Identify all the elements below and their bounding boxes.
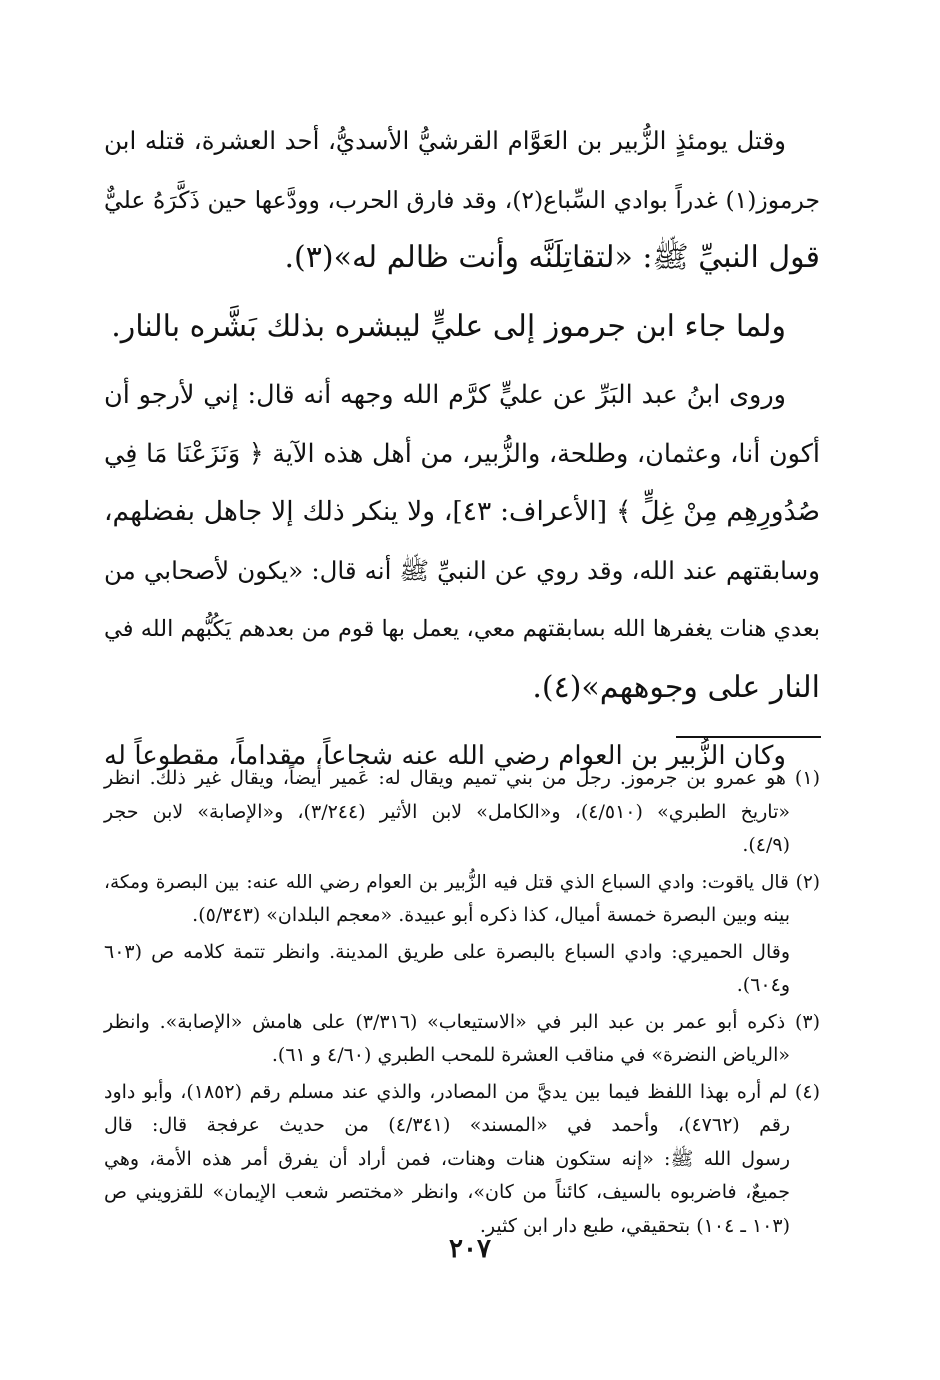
text-line: ولما جاء ابن جرموز إلى عليٍّ ليبشره بذلك بَشَّره بالنار. xyxy=(111,308,786,344)
footnote-separator xyxy=(676,736,821,738)
footnote-line: (٤/٩). xyxy=(742,834,790,856)
text-line: وسابقتهم عند الله، وقد روي عن النبيِّ ﷺ أنه قال: «يكون لأصحابي من xyxy=(104,555,820,585)
footnote-4 xyxy=(104,1076,820,1244)
footnote-line: (١) هو عمرو بن جرموز. رجل من بني تميم ويقال له: عَمير أيضاً، ويقال غير ذلك. انظر xyxy=(104,767,820,789)
paragraph-2 xyxy=(104,298,820,357)
footnote-line: (٤) لم أره بهذا اللفظ فيما بين يديَّ من المصادر، والذي عند مسلم رقم (١٨٥٢)، وأبو داود xyxy=(104,1080,820,1103)
footnote-line: (٣) ذكره أبو عمر بن عبد البر في «الاستيعاب» (٣/٣١٦) على هامش «الإصابة». وانظر xyxy=(104,1010,821,1033)
footnote-3 xyxy=(104,1006,820,1073)
text-line: وقتل يومئذٍ الزُّبير بن العَوَّام القرشيُّ الأسديُّ، أحد العشرة، قتله ابن xyxy=(104,126,786,155)
footnote-line: رسول الله ﷺ: «إنه ستكون هنات وهنات، فمن أراد أن يفرق أمر هذه الأمة، وهي xyxy=(104,1147,790,1170)
footnote-line: بينه وبين البصرة خمسة أميال، كذا ذكره أبو عبيدة. «معجم البلدان» (٥/٣٤٣). xyxy=(192,904,790,926)
footnote-line: جميعٌ، فاضربوه بالسيف، كائناً من كان»، وانظر «مختصر شعب الإيمان» للقزويني ص xyxy=(104,1181,790,1203)
text-line: وكان الزُّبير بن العوام رضي الله عنه شجاعاً، مقداماً، مقطوعاً له xyxy=(104,741,786,771)
footnote-line: وقال الحميري: وادي السباع بالبصرة على طريق المدينة. وانظر تتمة كلامه ص (٦٠٣ xyxy=(104,940,790,963)
footnote-1 xyxy=(104,762,820,863)
footnote-line: «تاريخ الطبري» (٤/٥١٠)، و«الكامل» لابن الأثير (٣/٢٤٤)، و«الإصابة» لابن حجر xyxy=(104,800,790,823)
footnote-line: «الرياض النضرة» في مناقب العشرة للمحب الطبري (٤/٦٠ و ٦١). xyxy=(271,1044,790,1066)
main-text xyxy=(104,112,820,786)
text-line: أكون أنا، وعثمان، وطلحة، والزُّبير، من أهل هذه الآية ﴿ وَنَزَعْنَا مَا فِي xyxy=(104,438,820,469)
footnote-line: (١٠٣ ـ ١٠٤) بتحقيقي، طبع دار ابن كثير. xyxy=(479,1214,790,1237)
text-line: صُدُورِهِم مِنْ غِلٍّ ﴾ [الأعراف: ٤٣]، ولا ينكر ذلك إلا جاهل بفضلهم، xyxy=(104,496,820,527)
text-line: وروى ابنُ عبد البَرِّ عن عليٍّ كرَّم الله وجهه أنه قال: إني لأرجو أن xyxy=(104,380,786,410)
text-line: بعدي هنات يغفرها الله بسابقتهم معي، يعمل بها قوم من بعدهم يَكُبُّهم الله في xyxy=(104,616,820,642)
text-line: قول النبيِّ ﷺ: «لتقاتِلَنَّه وأنت ظالم له»(٣). xyxy=(284,240,820,275)
paragraph-3 xyxy=(104,366,820,717)
footnote-line: (٢) قال ياقوت: وادي السباع الذي قتل فيه الزُّبير بن العوام رضي الله عنه: بين البصرة ومكة، xyxy=(104,871,820,893)
paragraph-1 xyxy=(104,112,820,288)
footnote-2 xyxy=(104,866,820,933)
footnote-2-continued xyxy=(104,936,820,1003)
text-line: النار على وجوههم»(٤). xyxy=(532,669,820,705)
page-number: ٢٠٧ xyxy=(449,1234,491,1264)
footnote-line: رقم (٤٧٦٢)، وأحمد في «المسند» (٤/٣٤١) من حديث عرفجة قال: قال xyxy=(104,1114,790,1136)
footnotes xyxy=(104,762,820,1246)
footnote-line: و٦٠٤). xyxy=(736,974,790,996)
text-line: جرموز(١) غدراً بوادي السِّباع(٢)، وقد فارق الحرب، وودَّعها حين ذَكَّرَهُ عليٌّ xyxy=(104,185,820,214)
